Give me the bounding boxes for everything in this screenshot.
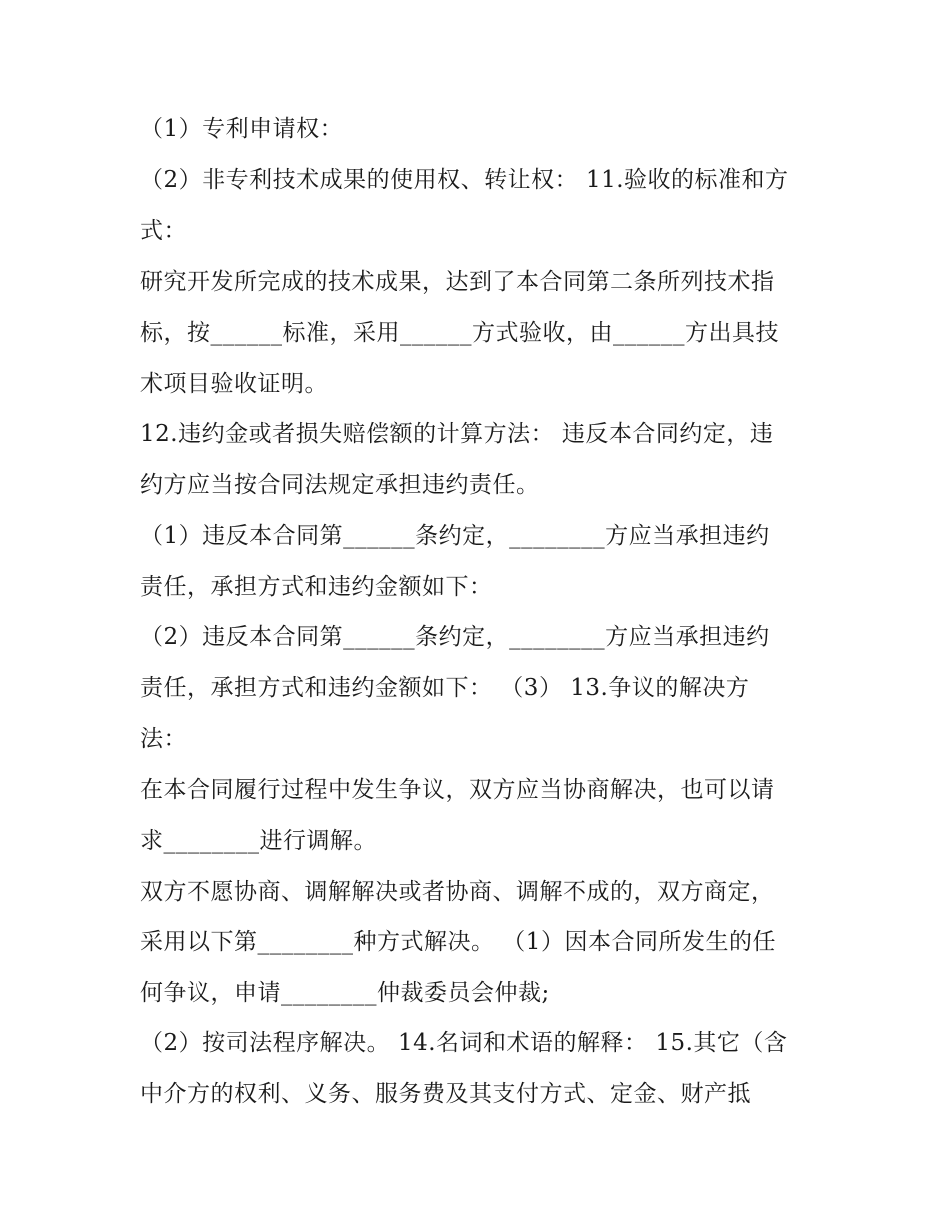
text-line: 求________进行调解。 — [140, 828, 377, 854]
text-line: 术项目验收证明。 — [140, 371, 328, 397]
text-line: 在本合同履行过程中发生争议，双方应当协商解决，也可以请 — [140, 777, 775, 803]
text-line: 双方不愿协商、调解解决或者协商、调解不成的，双方商定， — [140, 879, 775, 905]
text-line: 标，按______标准，采用______方式验收，由______方出具技 — [140, 320, 779, 346]
text-line: （2）按司法程序解决。 14.名词和术语的解释： 15.其它（含 — [140, 1030, 788, 1056]
text-line: 责任，承担方式和违约金额如下： （3） 13.争议的解决方 — [140, 675, 750, 701]
text-line: 约方应当按合同法规定承担违约责任。 — [140, 472, 540, 498]
text-line: 式： — [140, 218, 187, 244]
text-line: （1）违反本合同第______条约定，________方应当承担违约 — [140, 523, 770, 549]
text-line: （2）非专利技术成果的使用权、转让权： 11.验收的标准和方 — [140, 167, 789, 193]
text-line: 责任，承担方式和违约金额如下： — [140, 574, 493, 600]
text-line: 12.违约金或者损失赔偿额的计算方法： 违反本合同约定，违 — [140, 421, 774, 447]
text-line: 采用以下第________种方式解决。 （1）因本合同所发生的任 — [140, 929, 776, 955]
text-line: 法： — [140, 726, 187, 752]
text-line: （2）违反本合同第______条约定，________方应当承担违约 — [140, 624, 770, 650]
text-line: 中介方的权利、义务、服务费及其支付方式、定金、财产抵 — [140, 1081, 751, 1107]
text-line: 何争议，申请________仲裁委员会仲裁; — [140, 980, 550, 1006]
text-line: （1）专利申请权： — [140, 116, 344, 142]
text-line: 研究开发所完成的技术成果，达到了本合同第二条所列技术指 — [140, 269, 775, 295]
